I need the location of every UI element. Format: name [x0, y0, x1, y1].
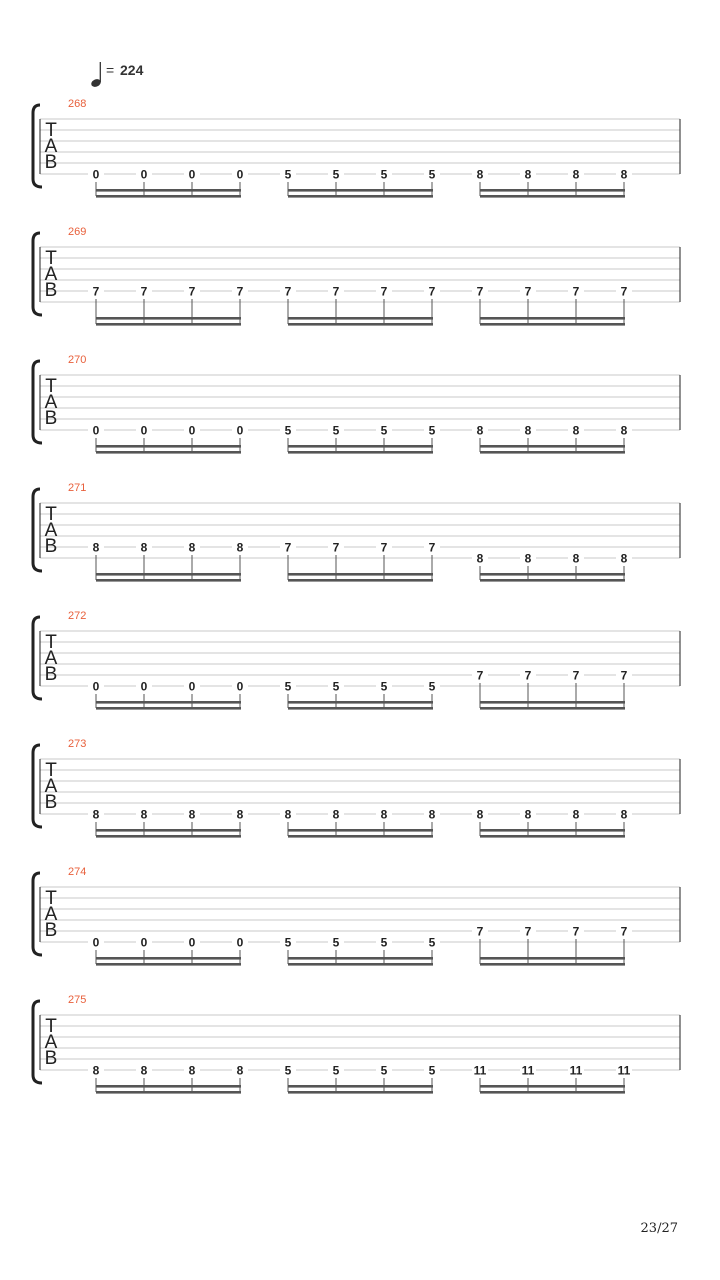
fret-number: 5 [284, 167, 292, 182]
fret-number: 7 [380, 540, 388, 555]
beam-primary [96, 1085, 241, 1088]
tab-clef-letter: B [44, 408, 58, 429]
fret-number: 8 [140, 1063, 148, 1078]
tab-clef-letter: A [44, 648, 58, 669]
fret-number: 0 [92, 423, 100, 438]
fret-number: 8 [572, 807, 580, 822]
fret-number: 5 [284, 679, 292, 694]
beam-primary [288, 701, 433, 704]
beam-secondary [96, 835, 241, 838]
tempo-equals: = [106, 62, 115, 78]
staff-bracket [33, 233, 42, 315]
fret-number: 11 [617, 1063, 631, 1078]
beam-primary [96, 957, 241, 960]
beam-primary [96, 573, 241, 576]
fret-number: 5 [380, 423, 388, 438]
beam-secondary [288, 963, 433, 966]
fret-number: 8 [476, 423, 484, 438]
tab-clef-letter: A [44, 776, 58, 797]
fret-number: 11 [569, 1063, 583, 1078]
staff-systems [33, 98, 680, 1094]
tempo-marking [90, 62, 144, 88]
staff-bracket [33, 105, 42, 187]
fret-number: 5 [380, 1063, 388, 1078]
fret-number: 8 [188, 540, 196, 555]
fret-number: 7 [332, 540, 340, 555]
staff-system [33, 482, 680, 582]
fret-number: 7 [332, 284, 340, 299]
fret-number: 5 [428, 167, 436, 182]
staff-bracket [33, 361, 42, 443]
beam-primary [288, 445, 433, 448]
fret-number: 8 [92, 1063, 100, 1078]
fret-number: 8 [332, 807, 340, 822]
fret-number: 8 [572, 167, 580, 182]
fret-number: 8 [524, 423, 532, 438]
fret-number: 7 [476, 284, 484, 299]
beam-primary [96, 445, 241, 448]
measure-number: 268 [68, 98, 87, 110]
tab-clef-letter: B [44, 792, 58, 813]
fret-number: 8 [620, 423, 628, 438]
fret-number: 7 [188, 284, 196, 299]
beam-primary [96, 189, 241, 192]
fret-number: 5 [332, 679, 340, 694]
measure-number: 272 [68, 610, 87, 622]
beam-secondary [288, 1091, 433, 1094]
tab-clef-letter: B [44, 1048, 58, 1069]
tab-clef-letter: A [44, 392, 58, 413]
beam-secondary [288, 835, 433, 838]
beam-secondary [96, 963, 241, 966]
fret-number: 0 [140, 679, 148, 694]
tab-clef-letter: T [45, 760, 57, 781]
fret-number: 0 [236, 679, 244, 694]
staff-bracket [33, 1001, 42, 1083]
tab-clef-letter: T [45, 376, 57, 397]
fret-number: 11 [521, 1063, 535, 1078]
fret-number: 0 [236, 167, 244, 182]
fret-number: 7 [524, 668, 532, 683]
measure-number: 273 [68, 738, 87, 750]
fret-number: 0 [92, 679, 100, 694]
fret-number: 7 [620, 668, 628, 683]
tab-clef-letter: A [44, 264, 58, 285]
fret-number: 8 [524, 807, 532, 822]
fret-number: 8 [236, 540, 244, 555]
beam-primary [288, 573, 433, 576]
tab-clef-letter: T [45, 1016, 57, 1037]
measure-number: 275 [68, 994, 87, 1006]
beam-primary [288, 957, 433, 960]
beam-primary [288, 189, 433, 192]
staff-bracket [33, 873, 42, 955]
fret-number: 7 [380, 284, 388, 299]
fret-number: 8 [524, 167, 532, 182]
fret-number: 8 [380, 807, 388, 822]
fret-number: 0 [92, 167, 100, 182]
fret-number: 8 [140, 540, 148, 555]
fret-number: 7 [572, 668, 580, 683]
fret-number: 8 [92, 807, 100, 822]
beam-secondary [96, 579, 241, 582]
fret-number: 0 [236, 935, 244, 950]
beam-primary [288, 1085, 433, 1088]
measure-number: 269 [68, 226, 87, 238]
page-number: 23/27 [640, 1221, 678, 1236]
fret-number: 7 [620, 924, 628, 939]
fret-number: 7 [140, 284, 148, 299]
fret-number: 7 [476, 668, 484, 683]
fret-number: 5 [380, 679, 388, 694]
fret-number: 5 [380, 935, 388, 950]
fret-number: 8 [620, 551, 628, 566]
fret-number: 8 [236, 807, 244, 822]
beam-secondary [288, 579, 433, 582]
beam-primary [288, 829, 433, 832]
beam-secondary [480, 707, 625, 710]
beam-secondary [480, 451, 625, 454]
beam-secondary [480, 963, 625, 966]
measure-number: 270 [68, 354, 87, 366]
measure-number: 274 [68, 866, 87, 878]
staff-system [33, 354, 680, 454]
beam-secondary [480, 323, 625, 326]
fret-number: 0 [92, 935, 100, 950]
tab-clef-letter: B [44, 920, 58, 941]
fret-number: 0 [140, 423, 148, 438]
fret-number: 7 [236, 284, 244, 299]
staff-system [33, 226, 680, 326]
fret-number: 8 [284, 807, 292, 822]
tab-clef-letter: T [45, 632, 57, 653]
tab-clef-letter: B [44, 152, 58, 173]
fret-number: 5 [284, 935, 292, 950]
beam-secondary [96, 707, 241, 710]
staff-system [33, 994, 680, 1094]
fret-number: 7 [572, 284, 580, 299]
staff-bracket [33, 489, 42, 571]
fret-number: 5 [284, 423, 292, 438]
staff-system [33, 866, 680, 966]
fret-number: 8 [188, 1063, 196, 1078]
fret-number: 5 [332, 423, 340, 438]
fret-number: 8 [620, 167, 628, 182]
fret-number: 11 [473, 1063, 487, 1078]
staff-system [33, 738, 680, 838]
fret-number: 7 [428, 540, 436, 555]
fret-number: 7 [572, 924, 580, 939]
beam-primary [288, 317, 433, 320]
fret-number: 7 [284, 284, 292, 299]
fret-number: 8 [140, 807, 148, 822]
fret-number: 8 [476, 551, 484, 566]
tab-clef-letter: B [44, 280, 58, 301]
beam-primary [96, 701, 241, 704]
fret-number: 5 [428, 679, 436, 694]
tab-clef-letter: A [44, 520, 58, 541]
fret-number: 8 [620, 807, 628, 822]
fret-number: 5 [332, 935, 340, 950]
beam-secondary [96, 323, 241, 326]
tab-clef-letter: A [44, 904, 58, 925]
fret-number: 7 [428, 284, 436, 299]
tab-clef-letter: T [45, 120, 57, 141]
tab-clef-letter: A [44, 136, 58, 157]
beam-secondary [480, 835, 625, 838]
beam-secondary [288, 451, 433, 454]
quarter-note-icon [90, 62, 102, 88]
fret-number: 8 [476, 807, 484, 822]
fret-number: 0 [140, 935, 148, 950]
fret-number: 5 [332, 167, 340, 182]
fret-number: 7 [92, 284, 100, 299]
fret-number: 8 [476, 167, 484, 182]
fret-number: 0 [188, 679, 196, 694]
staff-system [33, 98, 680, 198]
staff-bracket [33, 617, 42, 699]
fret-number: 0 [188, 423, 196, 438]
beam-primary [96, 829, 241, 832]
beam-secondary [96, 195, 241, 198]
staff-system [33, 610, 680, 710]
beam-secondary [96, 1091, 241, 1094]
fret-number: 8 [188, 807, 196, 822]
beam-primary [96, 317, 241, 320]
beam-secondary [480, 1091, 625, 1094]
beam-primary [480, 957, 625, 960]
measure-number: 271 [68, 482, 87, 494]
beam-primary [480, 445, 625, 448]
beam-secondary [288, 323, 433, 326]
fret-number: 8 [572, 423, 580, 438]
beam-secondary [288, 707, 433, 710]
fret-number: 8 [236, 1063, 244, 1078]
fret-number: 5 [428, 1063, 436, 1078]
beam-primary [480, 573, 625, 576]
tempo-value: 224 [120, 62, 144, 78]
beam-primary [480, 701, 625, 704]
fret-number: 5 [380, 167, 388, 182]
beam-secondary [480, 195, 625, 198]
fret-number: 7 [524, 284, 532, 299]
fret-number: 0 [188, 167, 196, 182]
tab-clef-letter: T [45, 248, 57, 269]
fret-number: 0 [236, 423, 244, 438]
beam-secondary [96, 451, 241, 454]
tab-clef-letter: A [44, 1032, 58, 1053]
fret-number: 0 [188, 935, 196, 950]
beam-secondary [288, 195, 433, 198]
beam-primary [480, 189, 625, 192]
fret-number: 8 [92, 540, 100, 555]
fret-number: 7 [524, 924, 532, 939]
fret-number: 5 [428, 423, 436, 438]
fret-number: 7 [620, 284, 628, 299]
beam-primary [480, 1085, 625, 1088]
fret-number: 7 [284, 540, 292, 555]
fret-number: 0 [140, 167, 148, 182]
fret-number: 8 [524, 551, 532, 566]
tab-clef-letter: B [44, 664, 58, 685]
beam-primary [480, 829, 625, 832]
staff-bracket [33, 745, 42, 827]
tab-clef-letter: B [44, 536, 58, 557]
fret-number: 5 [428, 935, 436, 950]
tab-clef-letter: T [45, 504, 57, 525]
fret-number: 5 [284, 1063, 292, 1078]
fret-number: 5 [332, 1063, 340, 1078]
tab-clef-letter: T [45, 888, 57, 909]
fret-number: 8 [572, 551, 580, 566]
beam-primary [480, 317, 625, 320]
fret-number: 7 [476, 924, 484, 939]
beam-secondary [480, 579, 625, 582]
fret-number: 8 [428, 807, 436, 822]
